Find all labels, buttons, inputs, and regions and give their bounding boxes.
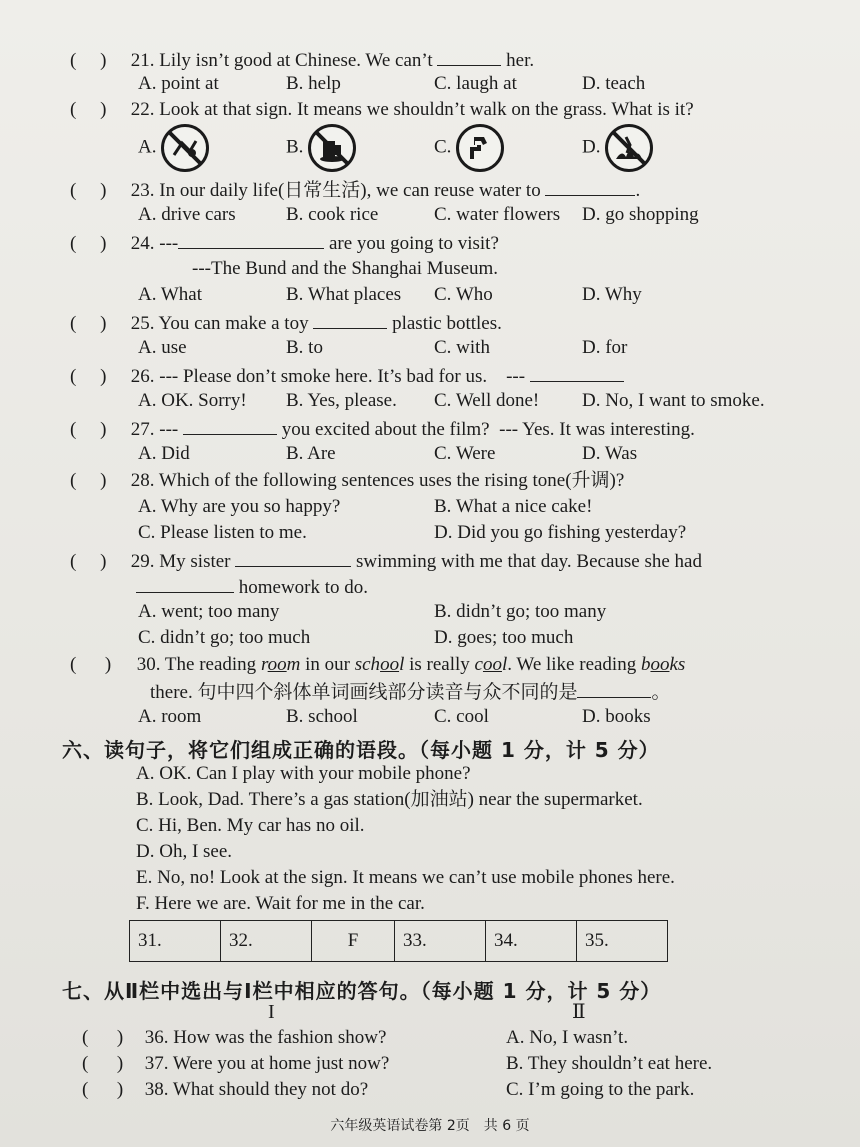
question-29-line2: homework to do.: [136, 574, 368, 600]
option-a: A. went; too many: [138, 601, 280, 622]
answer-order-table: [129, 920, 668, 962]
answer-cell-given: F: [312, 921, 395, 962]
answer-blank[interactable]: [183, 416, 277, 435]
answer-blank[interactable]: [437, 47, 501, 66]
option-a: A. Did: [138, 443, 190, 464]
option-d: D.: [582, 124, 653, 172]
question-24: ( ) 24. --- are you going to visit?: [70, 230, 830, 256]
option-b: B. Are: [286, 443, 336, 464]
option-d: D. go shopping: [582, 204, 699, 225]
answer-cell-34[interactable]: 34.: [486, 921, 577, 962]
no-food-sign-icon: [308, 124, 356, 172]
question-37: ( ) 37. Were you at home just now?: [82, 1053, 390, 1074]
option-b: B. cook rice: [286, 204, 379, 225]
option-c: C.: [434, 124, 504, 172]
option-c: C. Were: [434, 443, 496, 464]
column-1-header: I: [268, 1001, 275, 1023]
no-fishing-sign-icon: [161, 124, 209, 172]
answer-cell-31[interactable]: 31.: [130, 921, 221, 962]
option-a: A. room: [138, 706, 202, 727]
option-a: A.: [138, 124, 209, 172]
option-a: A. What: [138, 284, 203, 305]
question-21: ( ) 21. Lily isn’t good at Chinese. We can’t her.: [70, 47, 830, 73]
question-28: ( ) 28. Which of the following sentences uses the rising tone(升调)?: [70, 470, 625, 491]
option-c: C. water flowers: [434, 204, 561, 225]
option-a: A. drive cars: [138, 204, 236, 225]
answer-blank[interactable]: [545, 177, 635, 196]
sentence-a: A. OK. Can I play with your mobile phone?: [136, 763, 471, 784]
option-b: B. What a nice cake!: [434, 496, 593, 517]
option-a: A. Why are you so happy?: [138, 496, 341, 517]
question-30: ( ) 30. The reading room in our school is really cool. We like reading books: [70, 654, 686, 675]
option-c: C. Please listen to me.: [138, 522, 307, 543]
answer-cell-35[interactable]: 35.: [577, 921, 668, 962]
question-29: ( ) 29. My sister swimming with me that day. Because she had: [70, 548, 830, 574]
sentence-d: D. Oh, I see.: [136, 841, 233, 862]
recycle-sign-icon: [456, 124, 504, 172]
answer-blank[interactable]: [178, 230, 324, 249]
option-d: D. Did you go fishing yesterday?: [434, 522, 687, 543]
answer-blank[interactable]: [235, 548, 351, 567]
question-25: ( ) 25. You can make a toy plastic bottles.: [70, 310, 830, 336]
column-2-header: Ⅱ: [572, 1001, 586, 1023]
option-d: D. Why: [582, 284, 642, 305]
option-d: D. teach: [582, 73, 646, 94]
no-walking-on-grass-sign-icon: [605, 124, 653, 172]
option-b: B. help: [286, 73, 341, 94]
option-a: A. point at: [138, 73, 219, 94]
question-36: ( ) 36. How was the fashion show?: [82, 1027, 387, 1048]
word-books: books: [640, 654, 686, 675]
question-38: ( ) 38. What should they not do?: [82, 1079, 369, 1100]
question-24-reply: ---The Bund and the Shanghai Museum.: [192, 258, 499, 279]
page-footer: 六年级英语试卷第 2页 共 6 页: [330, 1118, 530, 1134]
sentence-c: C. Hi, Ben. My car has no oil.: [136, 815, 365, 836]
option-c: C. Who: [434, 284, 493, 305]
answer-blank[interactable]: [530, 363, 624, 382]
option-b: B.: [286, 124, 356, 172]
question-27: ( ) 27. --- you excited about the film? --- Yes. It was interesting.: [70, 416, 830, 442]
answer-blank[interactable]: [577, 679, 651, 698]
options-22: [138, 124, 818, 174]
option-d: D. for: [582, 337, 628, 358]
option-c: C. Well done!: [434, 390, 540, 411]
question-23: ( ) 23. In our daily life(日常生活), we can reuse water to .: [70, 177, 830, 203]
sentence-e: E. No, no! Look at the sign. It means we can’t use mobile phones here.: [136, 867, 675, 888]
word-room: room: [260, 654, 301, 675]
word-school: school: [354, 654, 405, 675]
answer-c: C. I’m going to the park.: [506, 1079, 695, 1100]
option-b: B. to: [286, 337, 323, 358]
word-cool: cool: [474, 654, 508, 675]
answer-blank[interactable]: [313, 310, 387, 329]
option-d: D. goes; too much: [434, 627, 574, 648]
answer-b: B. They shouldn’t eat here.: [506, 1053, 713, 1074]
option-d: D. No, I want to smoke.: [582, 390, 765, 411]
section-7-title: 七、从Ⅱ栏中选出与Ⅰ栏中相应的答句。（每小题 1 分，计 5 分）: [62, 979, 662, 1003]
option-a: A. OK. Sorry!: [138, 390, 247, 411]
option-b: B. What places: [286, 284, 402, 305]
option-b: B. Yes, please.: [286, 390, 397, 411]
sentence-f: F. Here we are. Wait for me in the car.: [136, 893, 425, 914]
option-b: B. school: [286, 706, 358, 727]
option-c: C. didn’t go; too much: [138, 627, 311, 648]
option-c: C. cool: [434, 706, 489, 727]
answer-cell-33[interactable]: 33.: [395, 921, 486, 962]
section-6-title: 六、读句子，将它们组成正确的语段。（每小题 1 分，计 5 分）: [62, 738, 660, 762]
option-d: D. Was: [582, 443, 638, 464]
question-30-line2: there. 句中四个斜体单词画线部分读音与众不同的是 。: [150, 679, 671, 705]
option-a: A. use: [138, 337, 187, 358]
answer-cell-32[interactable]: 32.: [221, 921, 312, 962]
question-26: ( ) 26. --- Please don’t smoke here. It’s bad for us. ---: [70, 363, 830, 389]
option-c: C. laugh at: [434, 73, 517, 94]
answer-a: A. No, I wasn’t.: [506, 1027, 629, 1048]
option-c: C. with: [434, 337, 490, 358]
answer-blank[interactable]: [136, 574, 234, 593]
sentence-b: B. Look, Dad. There’s a gas station(加油站) near the supermarket.: [136, 789, 643, 810]
option-b: B. didn’t go; too many: [434, 601, 607, 622]
question-22: ( ) 22. Look at that sign. It means we shouldn’t walk on the grass. What is it?: [70, 99, 694, 120]
option-d: D. books: [582, 706, 651, 727]
